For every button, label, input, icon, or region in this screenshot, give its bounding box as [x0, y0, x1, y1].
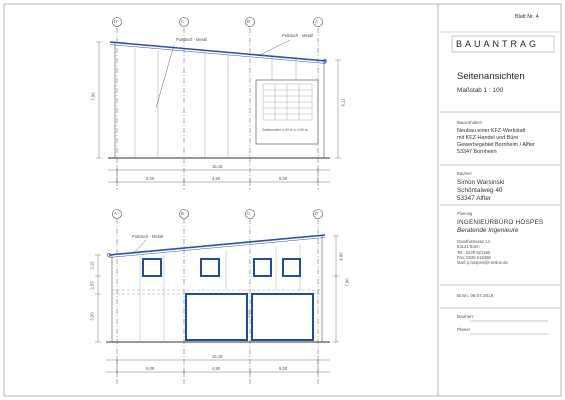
part-dim-label: 4,90 [212, 176, 221, 181]
roof-note: Pultdach - Metall [132, 234, 164, 239]
drawing-title: Seitenansichten [457, 71, 525, 82]
window [201, 259, 219, 276]
planner-line: 53121 Bonn [457, 244, 480, 249]
planner-line: Tel.: 0228 621196 [457, 250, 490, 255]
owner-line: Simon Warsinski [457, 179, 505, 186]
height-dim-label: 3,00 [89, 312, 95, 321]
height-dim-label: 3,15 [245, 310, 251, 319]
part-dim-label: 5,00 [146, 366, 155, 371]
window [254, 259, 271, 276]
date: Bonn, 06.07.2016 [457, 293, 494, 298]
project-label: Bauvorhaben [457, 120, 482, 125]
height-dim-label: 2,55 [89, 281, 95, 290]
drawing-scale: Maßstab 1 : 100 [457, 87, 504, 94]
owner-line: Schöntalweg 40 [457, 187, 503, 194]
roof-fascia [109, 238, 325, 258]
height-dim-label: 4,80 [338, 252, 344, 261]
project-line: 53347 Bornheim [457, 149, 497, 155]
axis-label: B [181, 211, 184, 216]
total-dim-label: 15,15 [212, 164, 223, 169]
note-leader [156, 45, 174, 108]
roof-note: Pultdach - Metall [282, 33, 314, 38]
axis-label: A [114, 211, 117, 216]
height-dim-label: 2,15 [89, 261, 95, 270]
sign-planner-label: Planer [457, 327, 471, 332]
project-line: mit KFZ-Handel und Büro [457, 135, 519, 141]
garage-door [252, 294, 313, 340]
sheet-number: Blatt Nr. 4 [515, 14, 539, 20]
note-leader [258, 40, 290, 56]
roof-note: Pultdach - Metall [176, 37, 208, 42]
planner-line: Fax: 0228 616468 [457, 255, 491, 260]
axis-label: C [181, 19, 185, 24]
door-note: Sektionaltor 4,00 m x 4,00 m [262, 128, 308, 132]
owner-line: 53347 Alfter [457, 195, 492, 202]
window [283, 259, 300, 276]
sign-owner-label: Bauherr [457, 314, 474, 319]
axis-label: B [247, 19, 250, 24]
part-dim-label: 4,90 [212, 366, 221, 371]
height-dim-label: 7,90 [344, 278, 350, 287]
axis-label: D [315, 211, 319, 216]
height-dim-label: 7,90 [90, 92, 96, 101]
part-dim-label: 5,00 [279, 366, 288, 371]
planner-name: INGENIEURBÜRO HOSPES [457, 219, 544, 226]
project-line: Neubau einer KFZ-Werkstatt [457, 128, 526, 134]
garage-door [186, 294, 247, 340]
total-dim-label: 15,15 [212, 354, 223, 359]
planner-line: Mail: p.hospes@t-online.de [457, 260, 508, 265]
window [143, 259, 161, 276]
planner-subtitle: Beratende Ingenieure [457, 227, 519, 234]
planner-line: Gandhistrasse 14 [457, 239, 490, 244]
owner-label: Bauherr [457, 171, 472, 176]
part-dim-label: 5,00 [279, 176, 288, 181]
logo-text: BAUANTRAG [456, 39, 540, 49]
axis-label: A [315, 19, 318, 24]
project-line: Gewerbegebiet Bornheim / Alfter [457, 142, 535, 148]
height-dim-label: 6,11 [340, 98, 346, 107]
axis-label: C [247, 211, 251, 216]
part-dim-label: 5,00 [146, 176, 155, 181]
axis-label: D [114, 19, 118, 24]
roof-line [110, 42, 326, 61]
planner-label: Planung [457, 211, 473, 216]
roof-fascia [110, 45, 326, 64]
